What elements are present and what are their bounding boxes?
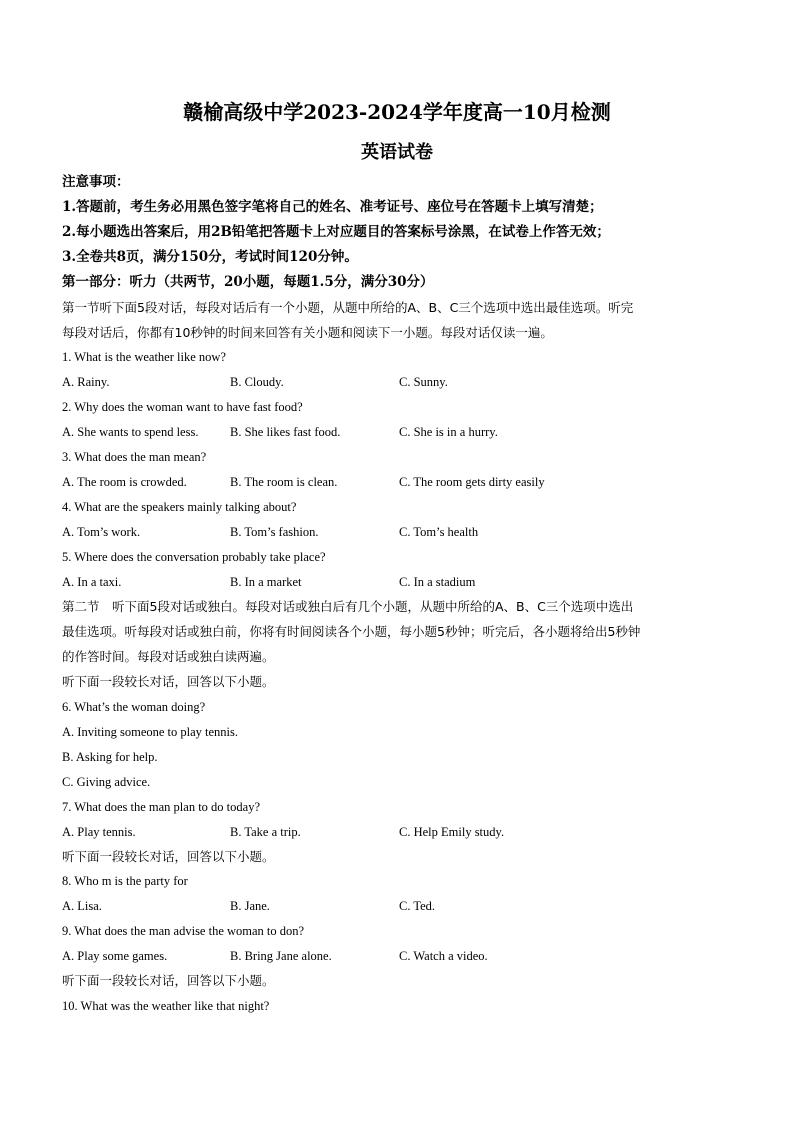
question-4: 4. What are the speakers mainly talking about? <box>62 500 297 514</box>
note-item-3: 3.全卷共8页，满分150分，考试时间120分钟。 <box>62 249 358 265</box>
section2-intro-line-1: 第二节 听下面5段对话或独白。每段对话或独白后有几个小题，从题中所给的A、B、C三个选项中选出 <box>62 599 634 614</box>
q8-option-c: C. Ted. <box>399 899 436 913</box>
q2-option-b: B. She likes fast food. <box>230 425 341 439</box>
question-6: 6. What’s the woman doing? <box>62 700 206 714</box>
q6-option-c: C. Giving advice. <box>62 775 151 789</box>
listen-prompt-1: 听下面一段较长对话，回答以下小题。 <box>62 674 275 689</box>
question-5: 5. Where does the conversation probably take place? <box>62 550 326 564</box>
section1-intro-line-1: 第一节听下面5段对话，每段对话后有一个小题，从题中所给的A、B、C三个选项中选出最佳选项。听完 <box>62 300 634 315</box>
q5-option-a: A. In a taxi. <box>62 575 122 589</box>
q7-option-a: A. Play tennis. <box>62 825 136 839</box>
q1-option-b: B. Cloudy. <box>230 375 284 389</box>
q9-option-a: A. Play some games. <box>62 949 168 963</box>
q3-option-b: B. The room is clean. <box>230 475 338 489</box>
note-item-1: 1.答题前，考生务必用黑色签字笔将自己的姓名、准考证号、座位号在答题卡上填写清楚； <box>62 199 603 215</box>
q9-option-b: B. Bring Jane alone. <box>230 949 332 963</box>
q8-option-b: B. Jane. <box>230 899 270 913</box>
section2-intro-line-3: 的作答时间。每段对话或独白读两遍。 <box>62 649 275 664</box>
section2-intro-line-2: 最佳选项。听每段对话或独白前，你将有时间阅读各个小题，每小题5秒钟；听完后，各小题将给出5秒钟 <box>62 624 641 639</box>
section1-intro-line-2: 每段对话后，你都有10秒钟的时间来回答有关小题和阅读下一小题。每段对话仅读一遍。 <box>62 325 553 340</box>
question-7: 7. What does the man plan to do today? <box>62 800 260 814</box>
q2-option-a: A. She wants to spend less. <box>62 425 199 439</box>
question-1: 1. What is the weather like now? <box>62 350 226 364</box>
note-item-2: 2.每小题选出答案后，用2B铅笔把答题卡上对应题目的答案标号涂黑，在试卷上作答无效； <box>62 224 610 240</box>
question-10: 10. What was the weather like that night? <box>62 999 270 1013</box>
question-9: 9. What does the man advise the woman to don? <box>62 924 305 938</box>
q5-option-c: C. In a stadium <box>399 575 476 589</box>
q7-option-b: B. Take a trip. <box>230 825 301 839</box>
q3-option-c: C. The room gets dirty easily <box>399 475 545 489</box>
q1-option-a: A. Rainy. <box>62 375 110 389</box>
q2-option-c: C. She is in a hurry. <box>399 425 498 439</box>
q8-option-a: A. Lisa. <box>62 899 102 913</box>
exam-subtitle: 英语试卷 <box>361 142 433 163</box>
question-2: 2. Why does the woman want to have fast food? <box>62 400 303 414</box>
q9-option-c: C. Watch a video. <box>399 949 488 963</box>
part1-heading: 第一部分：听力（共两节，20小题，每题1.5分，满分30分） <box>62 274 434 290</box>
q7-option-c: C. Help Emily study. <box>399 825 505 839</box>
q4-option-c: C. Tom’s health <box>399 525 479 539</box>
q4-option-a: A. Tom’s work. <box>62 525 141 539</box>
listen-prompt-3: 听下面一段较长对话，回答以下小题。 <box>62 973 275 988</box>
q6-option-a: A. Inviting someone to play tennis. <box>62 725 239 739</box>
q1-option-c: C. Sunny. <box>399 375 448 389</box>
exam-title: 赣榆高级中学2023-2024学年度高一10月检测 <box>183 100 611 124</box>
q3-option-a: A. The room is crowded. <box>62 475 187 489</box>
question-3: 3. What does the man mean? <box>62 450 207 464</box>
notes-heading: 注意事项： <box>62 174 130 190</box>
q4-option-b: B. Tom’s fashion. <box>230 525 319 539</box>
q6-option-b: B. Asking for help. <box>62 750 158 764</box>
q5-option-b: B. In a market <box>230 575 302 589</box>
listen-prompt-2: 听下面一段较长对话，回答以下小题。 <box>62 849 275 864</box>
question-8: 8. Who m is the party for <box>62 874 188 888</box>
